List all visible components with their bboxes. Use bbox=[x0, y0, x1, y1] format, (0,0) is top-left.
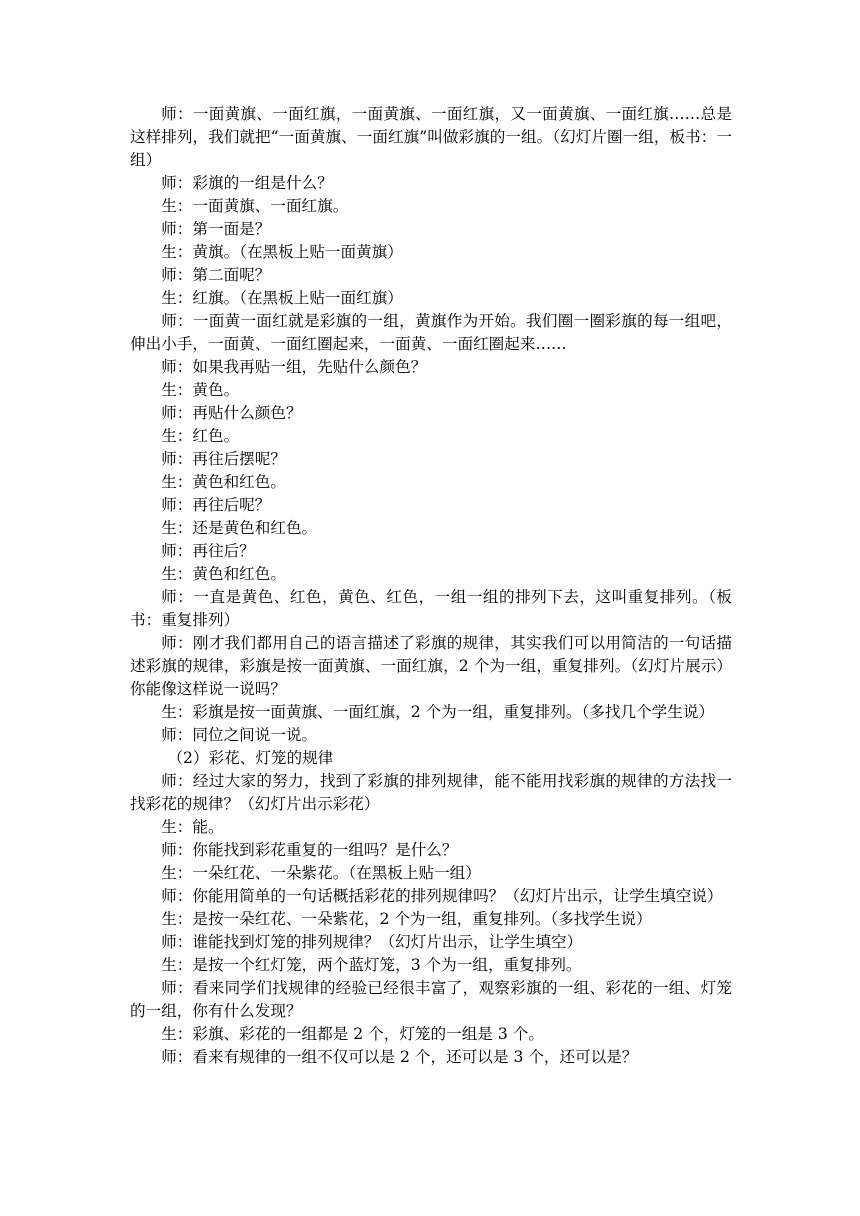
paragraph: 生：黄旗。（在黑板上贴一面黄旗） bbox=[161, 243, 403, 261]
paragraph: 师：再往后？ bbox=[161, 542, 255, 560]
paragraph: 生：是按一朵红花、一朵紫花，2 个为一组，重复排列。（多找学生说） bbox=[161, 910, 652, 928]
paragraph: 师：第一面是？ bbox=[161, 220, 271, 238]
paragraph: 师：第二面呢？ bbox=[161, 266, 271, 284]
paragraph: 生：彩旗、彩花的一组都是 2 个，灯笼的一组是 3 个。 bbox=[161, 1025, 544, 1043]
paragraph: 师：你能找到彩花重复的一组吗？是什么？ bbox=[161, 841, 458, 859]
paragraph: 师：一面黄一面红就是彩旗的一组，黄旗作为开始。我们圈一圈彩旗的每一组吧，伸出小手，一面黄、一面红圈起来，一面黄、一面红圈起来…… bbox=[130, 312, 732, 353]
paragraph: 生：能。 bbox=[161, 818, 224, 836]
paragraph: 师：再贴什么颜色？ bbox=[161, 404, 302, 422]
paragraph: 师：一面黄旗、一面红旗，一面黄旗、一面红旗，又一面黄旗、一面红旗……总是这样排列，我们就把“一面黄旗、一面红旗”叫做彩旗的一组。（幻灯片圈一组，板书：一组） bbox=[130, 105, 732, 169]
paragraph: 生：黄色和红色。 bbox=[161, 565, 286, 583]
paragraph: 师：谁能找到灯笼的排列规律？（幻灯片出示，让学生填空） bbox=[161, 933, 583, 951]
paragraph: 师：再往后呢？ bbox=[161, 496, 271, 514]
section-heading: （2）彩花、灯笼的规律 bbox=[167, 749, 334, 767]
paragraph: 生：红色。 bbox=[161, 427, 240, 445]
paragraph: 生：一朵红花、一朵紫花。（在黑板上贴一组） bbox=[161, 864, 481, 882]
paragraph: 生：一面黄旗、一面红旗。 bbox=[161, 197, 349, 215]
document-body bbox=[130, 103, 732, 1069]
paragraph: 师：如果我再贴一组，先贴什么颜色？ bbox=[161, 358, 427, 376]
paragraph: 师：刚才我们都用自己的语言描述了彩旗的规律，其实我们可以用简洁的一句话描述彩旗的规律，彩旗是按一面黄旗、一面红旗，2 个为一组，重复排列。（幻灯片展示）你能像这样说一说吗？ bbox=[130, 634, 732, 698]
paragraph: 师：你能用简单的一句话概括彩花的排列规律吗？（幻灯片出示，让学生填空说） bbox=[161, 887, 723, 905]
paragraph: 生：还是黄色和红色。 bbox=[161, 519, 318, 537]
paragraph: 师：看来同学们找规律的经验已经很丰富了，观察彩旗的一组、彩花的一组、灯笼的一组，你有什么发现？ bbox=[130, 979, 732, 1020]
paragraph: 师：再往后摆呢？ bbox=[161, 450, 286, 468]
paragraph: 师：看来有规律的一组不仅可以是 2 个，还可以是 3 个，还可以是？ bbox=[161, 1048, 638, 1066]
paragraph: 师：经过大家的努力，找到了彩旗的排列规律，能不能用找彩旗的规律的方法找一找彩花的规律？（幻灯片出示彩花） bbox=[130, 772, 732, 813]
paragraph: 生：红旗。（在黑板上贴一面红旗） bbox=[161, 289, 403, 307]
paragraph: 师：彩旗的一组是什么？ bbox=[161, 174, 333, 192]
paragraph: 师：同位之间说一说。 bbox=[161, 726, 318, 744]
paragraph: 生：是按一个红灯笼，两个蓝灯笼，3 个为一组，重复排列。 bbox=[161, 956, 582, 974]
paragraph: 师：一直是黄色、红色，黄色、红色，一组一组的排列下去，这叫重复排列。（板书：重复排列） bbox=[130, 588, 732, 629]
paragraph: 生：彩旗是按一面黄旗、一面红旗，2 个为一组，重复排列。（多找几个学生说） bbox=[161, 703, 715, 721]
paragraph: 生：黄色和红色。 bbox=[161, 473, 286, 491]
paragraph: 生：黄色。 bbox=[161, 381, 240, 399]
